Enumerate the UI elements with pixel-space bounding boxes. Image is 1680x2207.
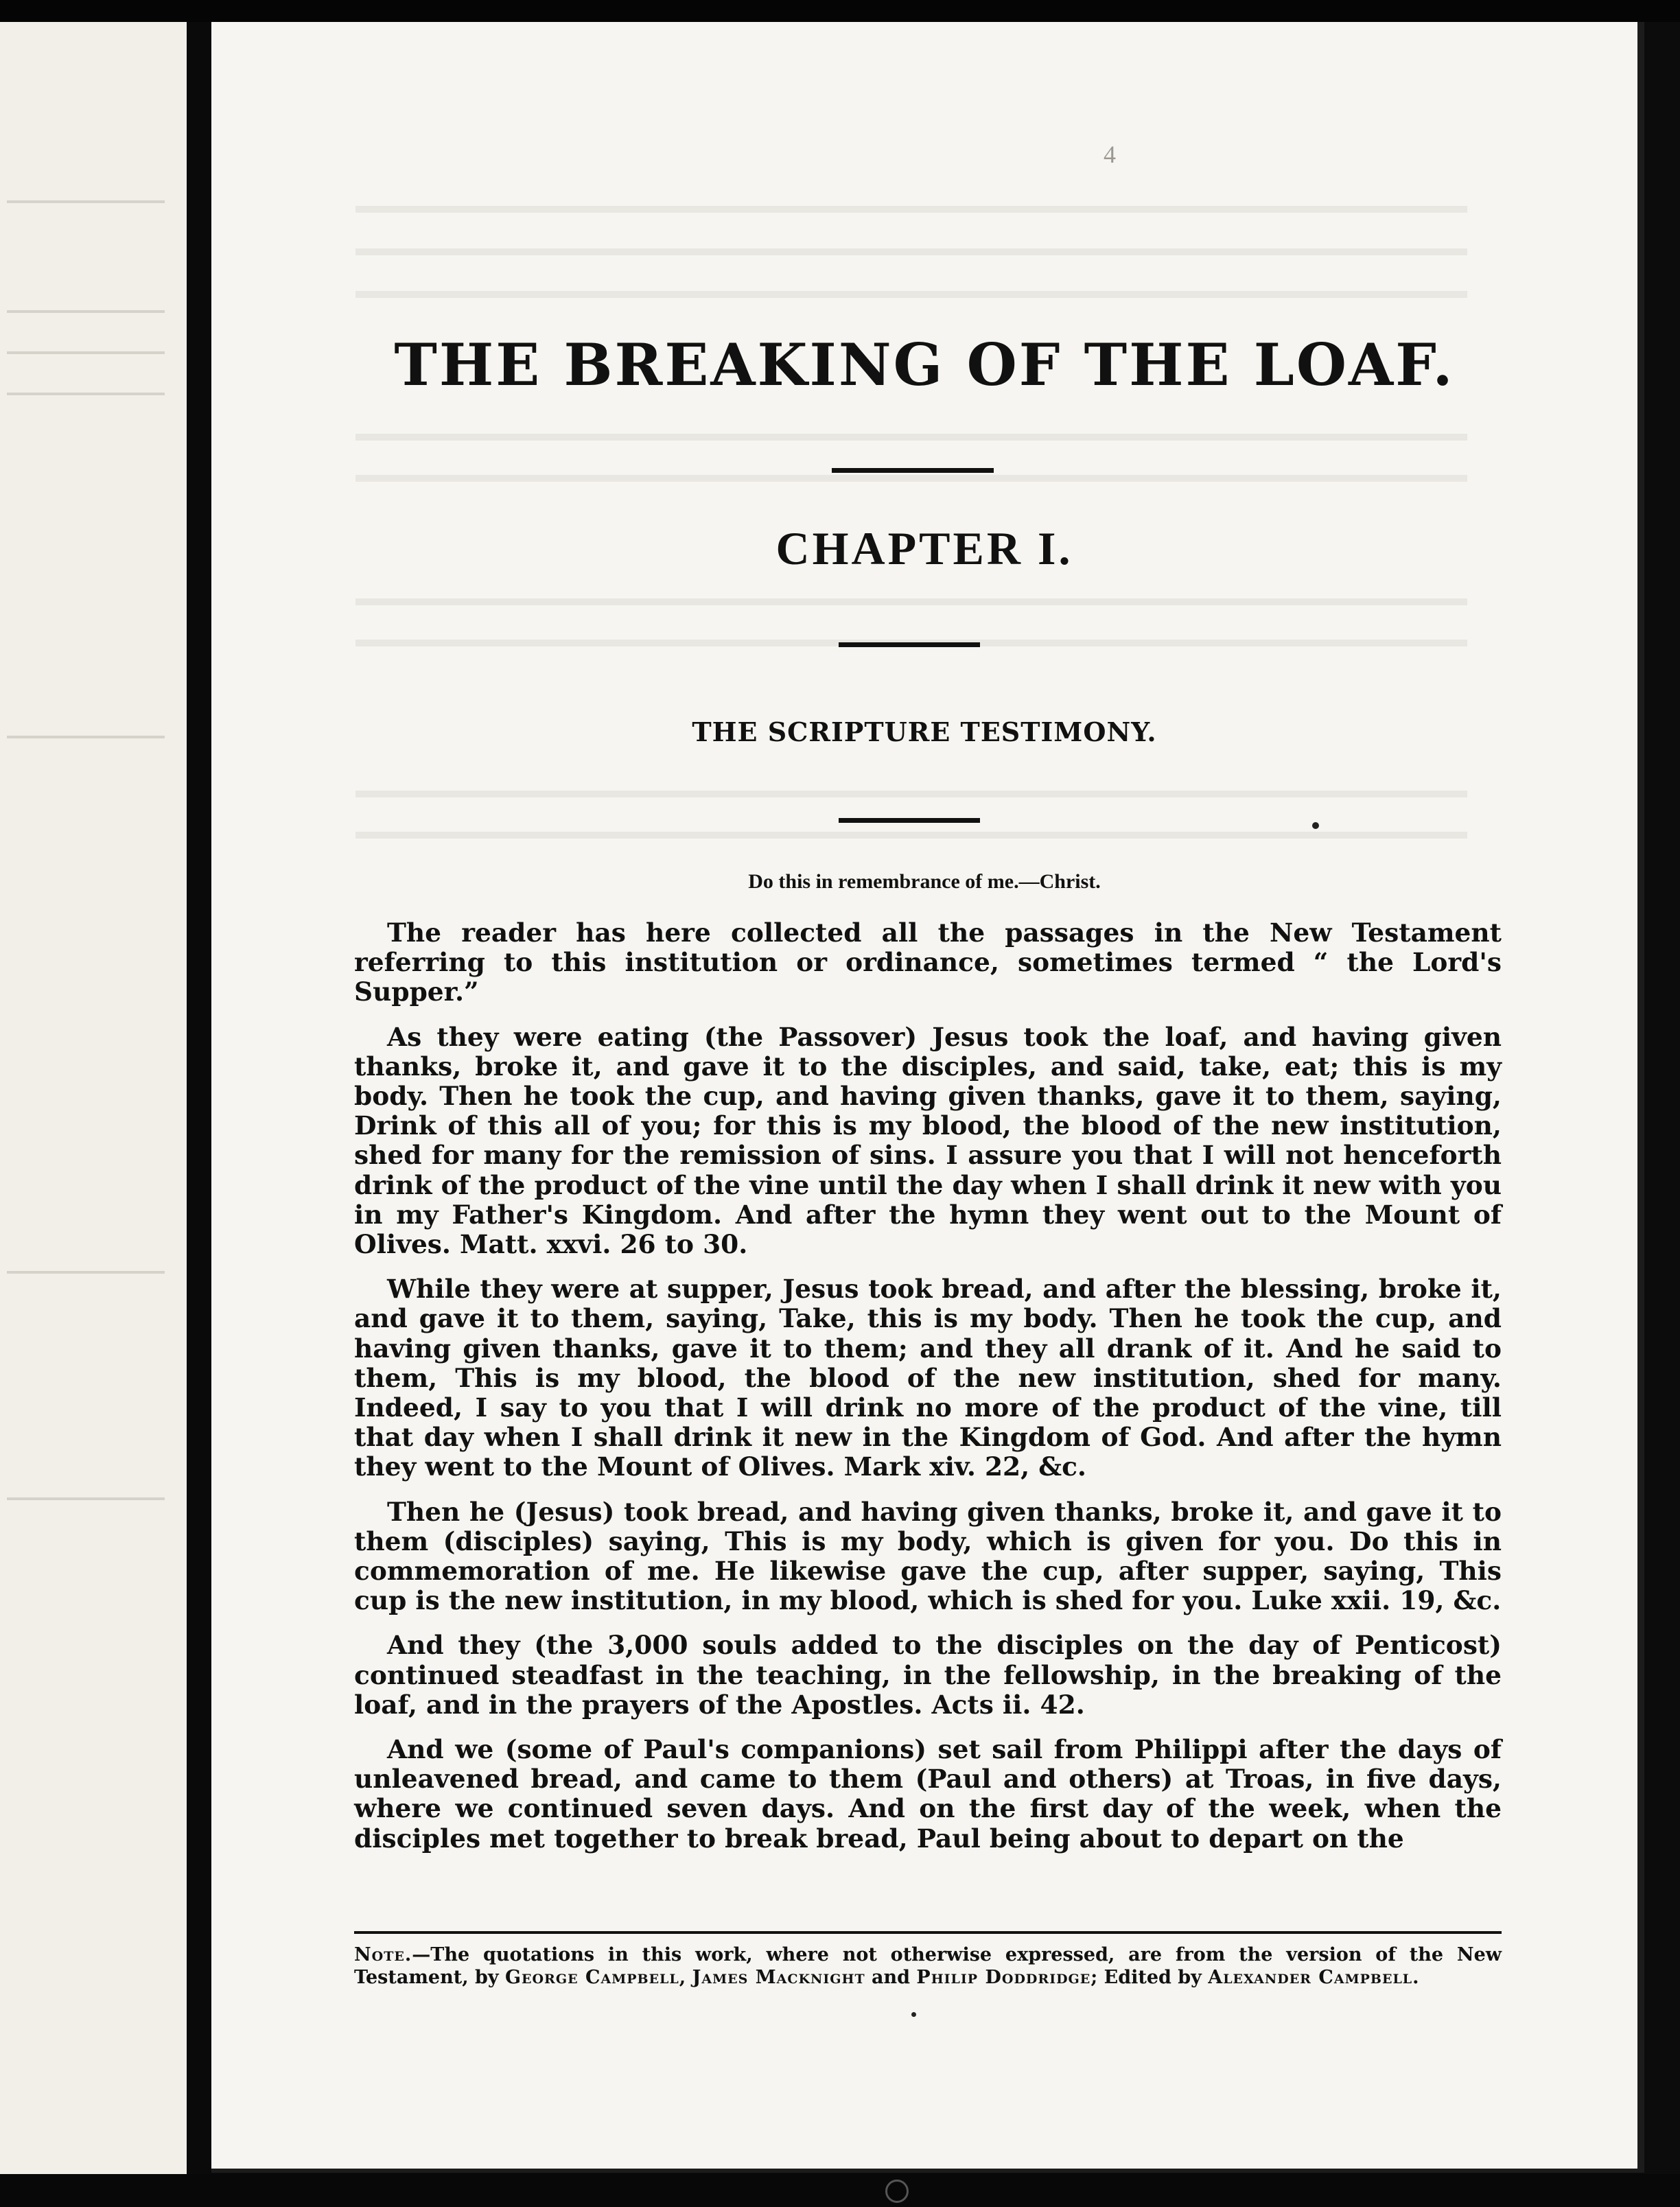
- footnote-rule: [354, 1931, 1502, 1934]
- scan-top-border: [0, 0, 1680, 22]
- footnote-name: George Campbell: [504, 1967, 679, 1988]
- facing-page-edge: [0, 22, 191, 2174]
- paragraph-luke: Then he (Jesus) took bread, and having given thanks, broke it, and gave it to them (disciples) saying, This is my body, which is given for you. Do this in commemoration of me. He likewise gave the cup, after supper, saying, This cup is the new institution, in my blood, which is shed for you. Luke xxii. 19, &c.: [354, 1496, 1502, 1616]
- footnote-name: Alexander Campbell: [1208, 1967, 1413, 1988]
- section-subheading: THE SCRIPTURE TESTIMONY.: [692, 716, 1157, 747]
- footnote-text: ; Edited by: [1090, 1967, 1209, 1988]
- show-through-text: [355, 206, 1467, 213]
- footnote-separator: ,: [679, 1967, 692, 1988]
- document-page: [211, 22, 1644, 2173]
- paragraph-intro: The reader has here collected all the passages in the New Testament referring to this institution or ordinance, sometimes termed “ the Lord's Supper.”: [354, 918, 1502, 1007]
- document-title: THE BREAKING OF THE LOAF.: [394, 331, 1455, 399]
- footnote-separator: and: [865, 1967, 917, 1988]
- chapter-heading: CHAPTER I.: [775, 522, 1073, 574]
- footnote-text: .: [1412, 1967, 1419, 1988]
- paragraph-matthew: As they were eating (the Passover) Jesus took the loaf, and having given thanks, broke it, and gave it to the disciples, and said, take, eat; this is my body. Then he took the cup, and having given thanks, gave it to them, saying, Drink of this all of you; for this is my blood, the blood of the new institution, shed for many for the remission of sins. I assure you that I will not henceforth drink of the product of the vine until the day when I shall drink it new with you in my Father's Kingdom. And after the hymn they went out to the Mount of Olives. Matt. xxvi. 26 to 30.: [354, 1021, 1502, 1260]
- footnote: [354, 1943, 1502, 1989]
- book-gutter: [187, 22, 211, 2207]
- page-number: 4: [1104, 141, 1116, 168]
- show-through-text: [355, 475, 1467, 482]
- ink-speck: [1312, 822, 1319, 829]
- paragraph-mark: While they were at supper, Jesus took bread, and after the blessing, broke it, and gave it to them, saying, Take, this is my body. Then he took the cup, and having given thanks, gave it to them; and they all drank of it. And he said to them, This is my blood, the blood of the new institution, shed for many. Indeed, I say to you that I will drink no more of the product of the vine, till that day when I shall drink it new in the Kingdom of God. And after the hymn they went to the Mount of Olives. Mark xiv. 22, &c.: [354, 1274, 1502, 1482]
- chapter-rule: [839, 642, 980, 647]
- scan-right-border: [1644, 22, 1680, 2207]
- scan-bottom-border: [0, 2174, 1680, 2207]
- show-through-text: [355, 291, 1467, 298]
- body-text: [354, 918, 1502, 1869]
- paragraph-acts-20: And we (some of Paul's companions) set sail from Philippi after the days of unleavened bread, and came to them (Paul and others) at Troas, in five days, where we continued seven days. And on the first day of the week, when the disciples met together to break bread, Paul being about to depart on the: [354, 1734, 1502, 1854]
- ink-speck: [911, 2012, 916, 2017]
- show-through-text: [355, 791, 1467, 797]
- epigraph: Do this in remembrance of me.—Christ.: [748, 870, 1101, 893]
- footnote-name: James Macknight: [692, 1967, 865, 1988]
- footnote-name: Philip Doddridge: [916, 1967, 1091, 1988]
- show-through-text: [355, 248, 1467, 255]
- show-through-text: [355, 598, 1467, 605]
- show-through-text: [355, 434, 1467, 441]
- footnote-text: —The quotations in this work, where not otherwise expressed, are from the version of the New Testament, by: [354, 1944, 1502, 1988]
- paragraph-acts-2: And they (the 3,000 souls added to the disciples on the day of Penticost) continued steadfast in the teaching, in the fellowship, in the breaking of the loaf, and in the prayers of the Apostles. Acts ii. 42.: [354, 1630, 1502, 1720]
- binding-mark: [885, 2180, 909, 2203]
- subheading-rule: [839, 818, 980, 823]
- footnote-label: Note.: [354, 1944, 412, 1965]
- title-rule: [832, 468, 994, 473]
- show-through-text: [355, 832, 1467, 839]
